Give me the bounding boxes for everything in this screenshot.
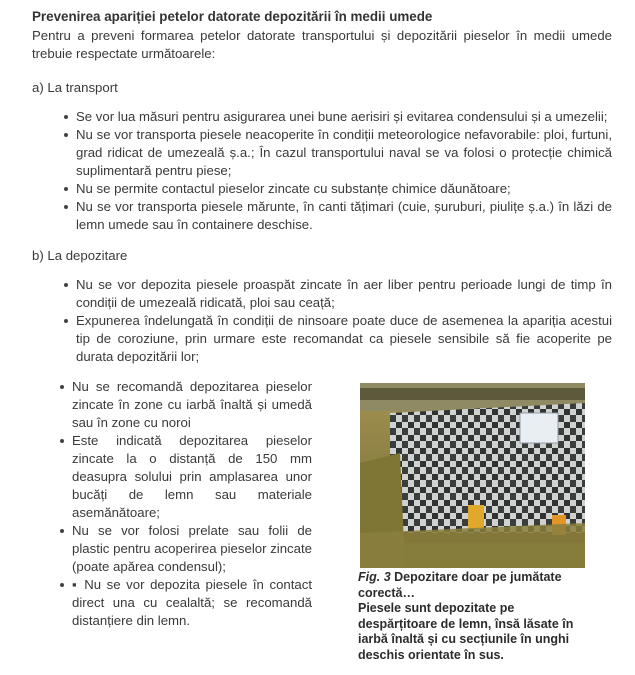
storage-list-continued [60,378,312,630]
figure-title: Depozitare doar pe jumătate corectă… [358,570,562,600]
list-item: ▪ Nu se vor depozita piesele în contact direct una cu cealaltă; se recomandă distanțiere din lemn. [60,576,312,630]
storage-photo [360,383,585,568]
list-item: Nu se vor depozita piesele proaspăt zincate în aer liber pentru perioade lungi de timp în condiții de umezeală ridicată, ploi sau ceață; [64,276,612,312]
figure-number: Fig. 3 [358,570,391,584]
list-item: Nu se permite contactul pieselor zincate cu substanțe chimice dăunătoare; [64,180,612,198]
transport-label: a) La transport [32,80,118,95]
transport-list [64,108,612,234]
list-item: Este indicată depozitarea pieselor zincate la o distanță de 150 mm deasupra solului prin amplasarea unor bucăți de lemn sau materiale asemănătoare; [60,432,312,522]
list-item: Nu se vor folosi prelate sau folii de plastic pentru acoperirea pieselor zincate (poate apărea condensul); [60,522,312,576]
intro-paragraph: Pentru a preveni formarea petelor datorate transportului și depozitării pieselor în medii umede trebuie respectate următoarele: [32,28,612,61]
figure-caption [358,570,588,663]
list-item: Nu se recomandă depozitarea pieselor zincate în zone cu iarbă înaltă și umedă sau în zone cu noroi [60,378,312,432]
storage-list [64,276,612,366]
section-title: Prevenirea apariției petelor datorate depozitării în medii umede [32,9,433,24]
list-item: Nu se vor transporta piesele mărunte, în canti tățimari (cuie, șuruburi, piulițe ș.a.) în lăzi de lemn umede sau în containere deschise. [64,198,612,234]
storage-label: b) La depozitare [32,248,128,263]
list-item: Se vor lua măsuri pentru asigurarea unei bune aerisiri și evitarea condensului și a umezelii; [64,108,612,126]
list-item: Nu se vor transporta piesele neacoperite în condiții meteorologice nefavorabile: ploi, furtuni, grad ridicat de umezeală ș.a.; În cazul transportului naval se va folosi o protecție chimică suplimentară pentru piese; [64,126,612,180]
figure-description: Piesele sunt depozitate pe despărțitoare de lemn, însă lăsate în iarbă înaltă și cu secțiunile în unghi deschis orientate în sus. [358,601,574,662]
list-item: Expunerea îndelungată în condiții de ninsoare poate duce de asemenea la apariția acestui tip de coroziune, prin urmare este recomandat ca piesele sensibile să fie acoperite pe durata depozitării lor; [64,312,612,366]
